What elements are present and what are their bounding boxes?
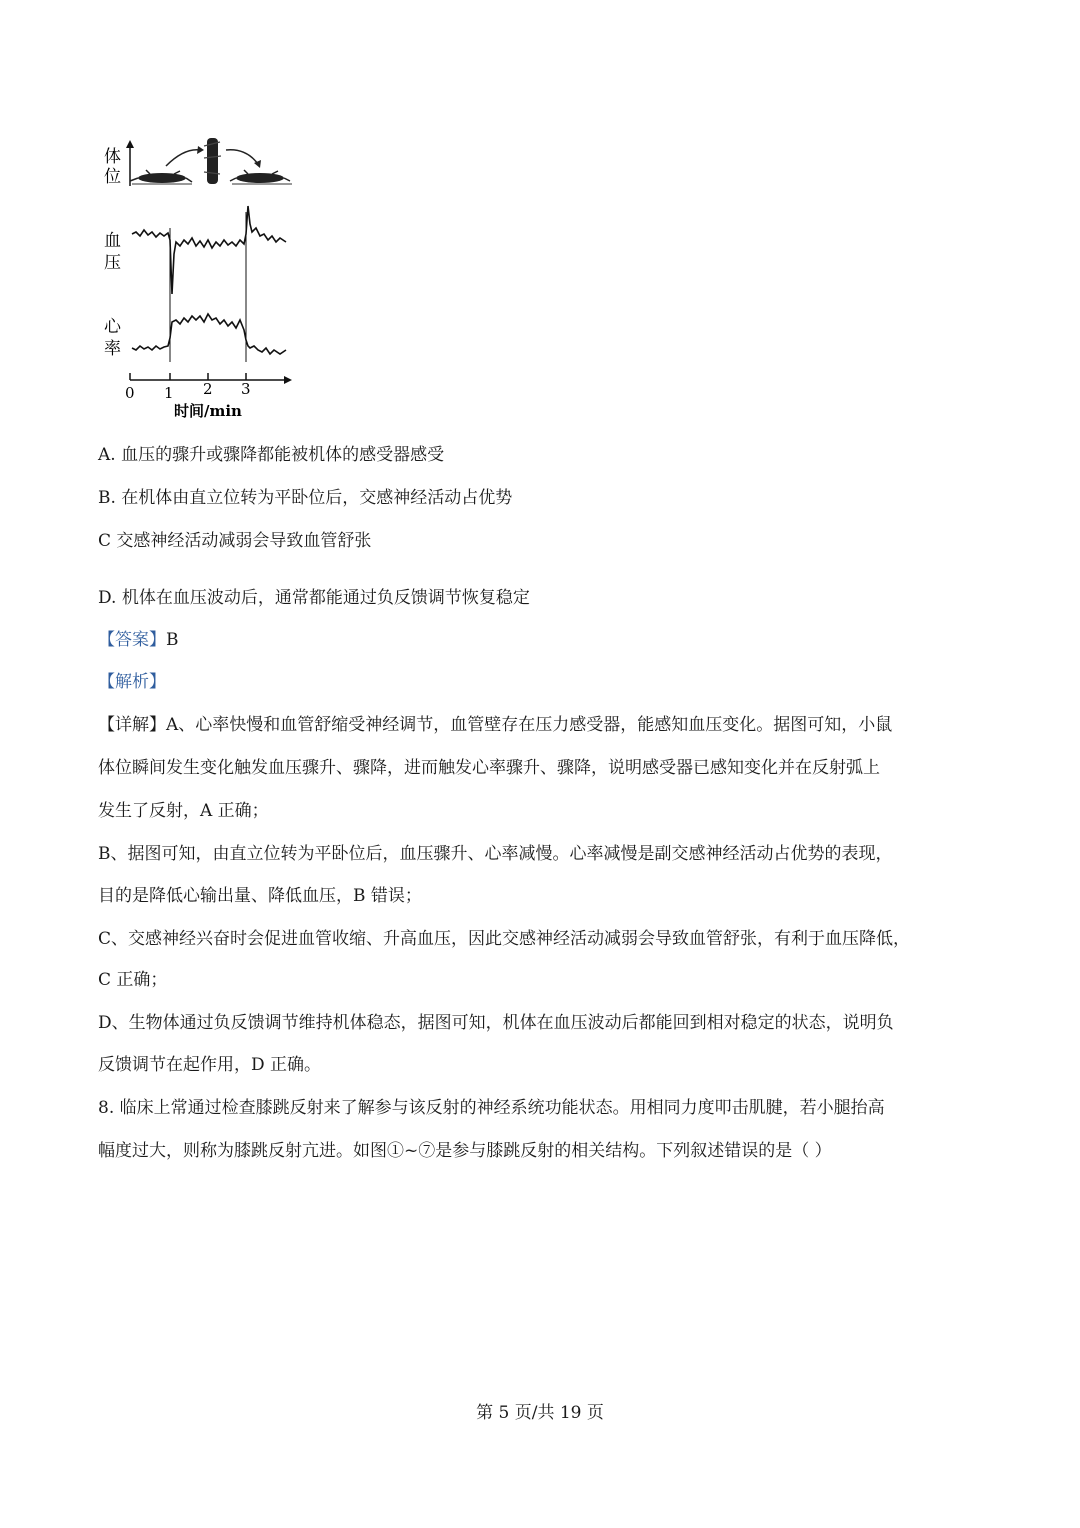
option-a: A. 血压的骤升或骤降都能被机体的感受器感受 xyxy=(98,445,445,465)
option-d: D. 机体在血压波动后，通常都能通过负反馈调节恢复稳定 xyxy=(98,588,530,608)
mouse-lying-icon xyxy=(230,170,292,184)
arrow-icon xyxy=(166,150,200,166)
question-8-line: 幅度过大，则称为膝跳反射亢进。如图①~⑦是参与膝跳反射的相关结构。下列叙述错误的是（ ） xyxy=(98,1141,832,1161)
detail-line: 发生了反射，A 正确； xyxy=(98,801,269,821)
detail-line: C 正确； xyxy=(98,970,168,990)
detail-line: 目的是降低心输出量、降低血压，B 错误； xyxy=(98,886,422,906)
posture-axis-arrow xyxy=(126,140,134,148)
detail-line: D、生物体通过负反馈调节维持机体稳态，据图可知，机体在血压波动后都能回到相对稳定的状态，说明负 xyxy=(98,1013,894,1033)
tick-label: 0 xyxy=(125,384,135,402)
tick-label: 2 xyxy=(203,380,213,398)
page-footer: 第 5 页/共 19 页 xyxy=(476,1403,604,1423)
tick-label: 1 xyxy=(164,384,174,402)
detail-line xyxy=(98,714,892,736)
posture-label-1: 体 xyxy=(104,147,121,167)
detail-line: B、据图可知，由直立位转为平卧位后，血压骤升、心率减慢。心率减慢是副交感神经活动占优势的表现， xyxy=(98,844,893,864)
trace-chart xyxy=(100,128,300,423)
blood-pressure-trace xyxy=(132,206,286,294)
option-c: C 交感神经活动减弱会导致血管舒张 xyxy=(98,531,372,551)
heart-rate-trace xyxy=(132,314,286,354)
answer-line xyxy=(98,629,179,651)
physiology-figure xyxy=(100,128,300,423)
mouse-upright-icon xyxy=(204,138,221,184)
detail-line: 体位瞬间发生变化触发血压骤升、骤降，进而触发心率骤升、骤降，说明感受器已感知变化并在反射弧上 xyxy=(98,758,880,778)
bp-label-1: 血 xyxy=(104,231,121,251)
bp-label-2: 压 xyxy=(104,253,121,273)
time-axis-arrow xyxy=(284,376,292,384)
detail-text: A、心率快慢和血管舒缩受神经调节，血管壁存在压力感受器，能感知血压变化。据图可知，小鼠 xyxy=(166,715,893,735)
option-b: B. 在机体由直立位转为平卧位后，交感神经活动占优势 xyxy=(98,488,513,508)
mouse-lying-icon xyxy=(130,170,192,184)
detail-line: 反馈调节在起作用，D 正确。 xyxy=(98,1055,322,1075)
hr-label-1: 心 xyxy=(104,317,121,337)
x-axis-title: 时间/min xyxy=(174,402,242,420)
arrow-icon xyxy=(226,150,258,164)
answer-value: B xyxy=(166,630,179,650)
detail-label: 【详解】 xyxy=(98,715,166,735)
posture-label-2: 位 xyxy=(104,167,121,187)
detail-line: C、交感神经兴奋时会促进血管收缩、升高血压，因此交感神经活动减弱会导致血管舒张，有利于血压降低， xyxy=(98,929,911,949)
hr-label-2: 率 xyxy=(104,339,121,359)
question-8-line: 8. 临床上常通过检查膝跳反射来了解参与该反射的神经系统功能状态。用相同力度叩击肌腱，若小腿抬高 xyxy=(98,1098,885,1118)
answer-label: 【答案】 xyxy=(98,630,166,650)
tick-label: 3 xyxy=(241,380,251,398)
analysis-label: 【解析】 xyxy=(98,672,166,692)
